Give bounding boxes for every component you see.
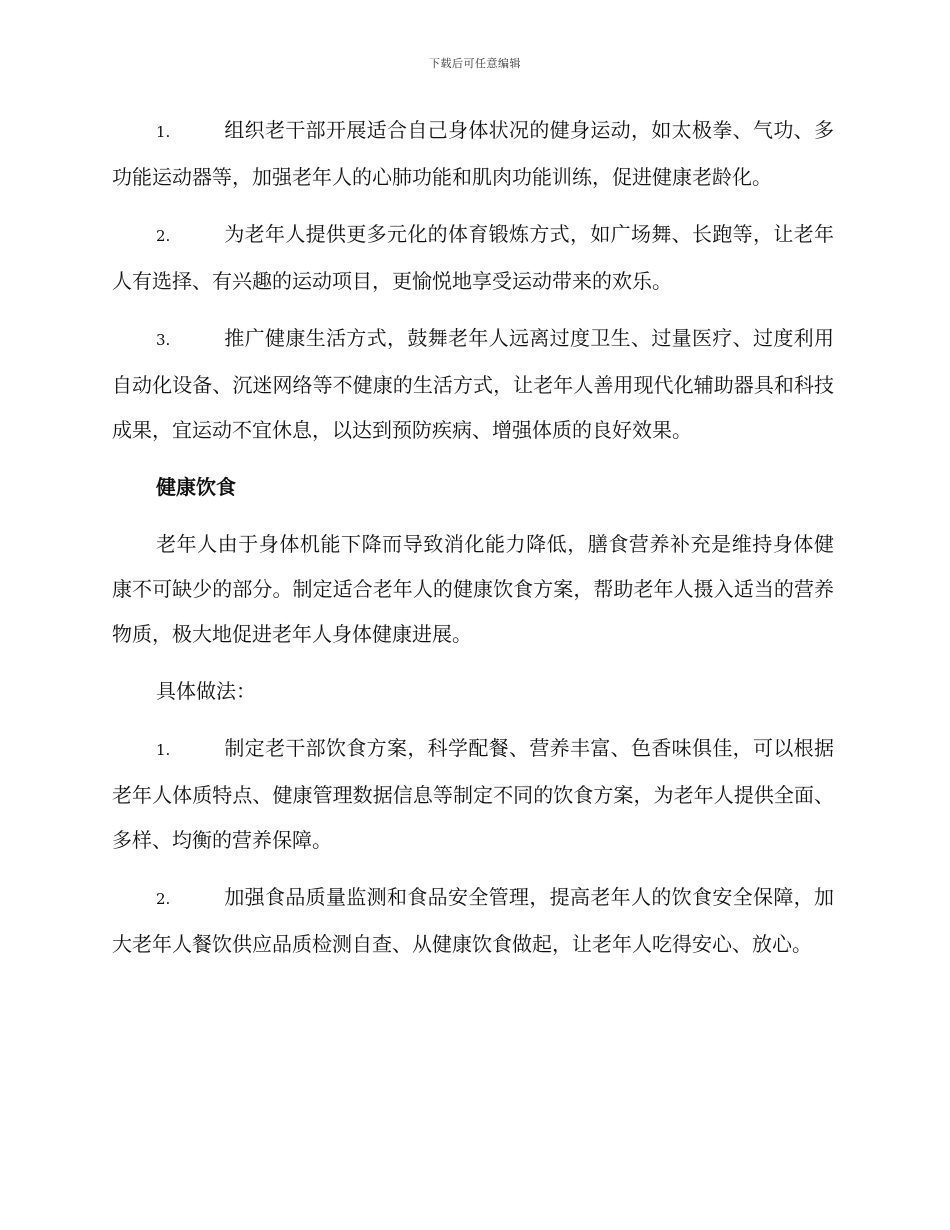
list-number: 2. [156,227,171,245]
document-body [112,108,834,979]
section-heading-healthy-diet: 健康饮食 [156,475,236,499]
list-number: 1. [156,123,171,141]
list-item-text: 制定老干部饮食方案，科学配餐、营养丰富、色香味俱佳，可以根据老年人体质特点、健康管理数据信息等制定不同的饮食方案，为老年人提供全面、多样、均衡的营养保障。 [112,736,834,852]
exercise-list-item-1 [112,108,834,200]
diet-list-item-1 [112,726,834,863]
page-header: 下载后可任意编辑 [429,57,521,70]
list-item-text: 组织老干部开展适合自己身体状况的健身运动，如太极拳、气功、多功能运动器等，加强老年人的心肺功能和肌肉功能训练，促进健康老龄化。 [112,118,834,189]
list-number: 2. [156,890,171,908]
method-label: 具体做法： [156,679,256,703]
list-item-text: 加强食品质量监测和食品安全管理，提高老年人的饮食安全保障，加大老年人餐饮供应品质检测自查、从健康饮食做起，让老年人吃得安心、放心。 [112,885,834,956]
diet-list-item-2 [112,875,834,967]
list-number: 1. [156,741,171,759]
list-number: 3. [156,331,171,349]
exercise-list-item-3 [112,316,834,453]
list-item-text: 推广健康生活方式，鼓舞老年人远离过度卫生、过量医疗、过度利用自动化设备、沉迷网络等不健康的生活方式，让老年人善用现代化辅助器具和科技成果，宜运动不宜休息，以达到预防疾病、增强体质的良好效果。 [112,326,834,442]
list-item-text: 为老年人提供更多元化的体育锻炼方式，如广场舞、长跑等，让老年人有选择、有兴趣的运动项目，更愉悦地享受运动带来的欢乐。 [112,222,834,293]
exercise-list-item-2 [112,212,834,304]
diet-intro-paragraph: 老年人由于身体机能下降而导致消化能力降低，膳食营养补充是维持身体健康不可缺少的部分。制定适合老年人的健康饮食方案，帮助老年人摄入适当的营养物质，极大地促进老年人身体健康进展。 [112,532,834,646]
